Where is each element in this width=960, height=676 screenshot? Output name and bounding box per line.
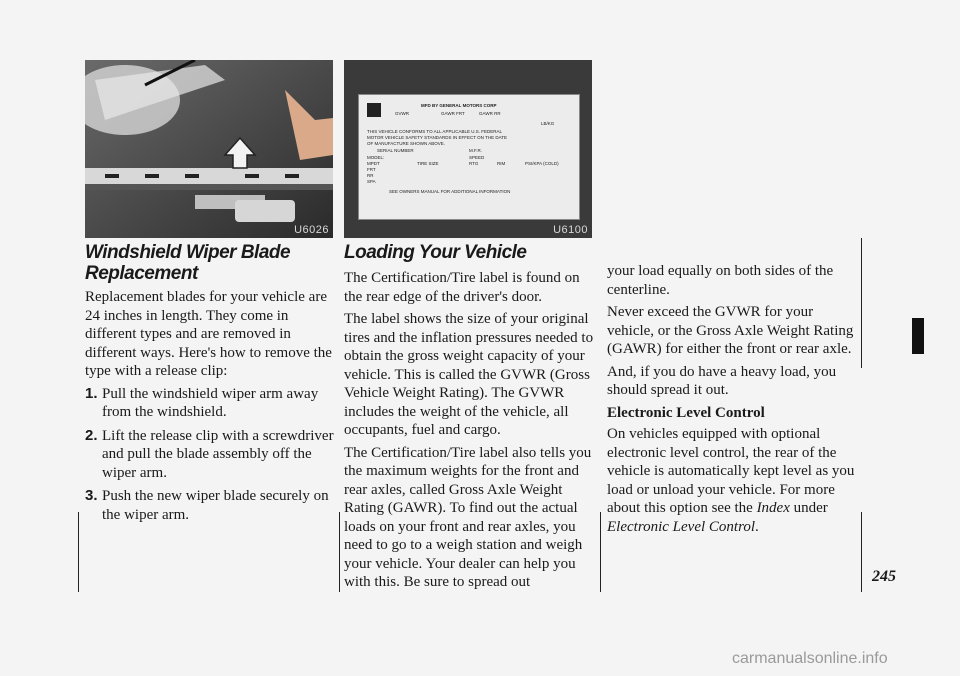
loading-section <box>344 242 594 596</box>
right-p4 <box>607 425 855 536</box>
figure-code: U6026 <box>294 224 329 236</box>
index-ref: Index <box>756 500 790 516</box>
right-p4-end: . <box>755 518 759 535</box>
label-gvwr: GVWR <box>395 111 409 116</box>
label-units: LB/KG <box>541 121 555 126</box>
loading-p3: The Certification/Tire label also tells you the maximum weights for the front and rear axles, called Gross Axle Weight Rating (GAWR). To find out the actual loads on your front and rear axles, you need to go to a weigh station and weigh your vehicle. Your dealer can help you with this. Be sure to spread out <box>344 444 592 590</box>
label-line2: MOTOR VEHICLE SAFETY STANDARDS IN EFFECT ON THE DATE <box>367 135 508 140</box>
right-p1: your load equally on both sides of the centerline. <box>607 263 834 298</box>
chapter-tab <box>912 318 924 354</box>
right-p4-under: under <box>789 500 828 516</box>
wiper-intro: Replacement blades for your vehicle are 24 inches in length. They come in different types and are removed in different ways. Here's how to remove the type with a release clip: <box>85 289 332 379</box>
label-mfr: M.F.R. <box>469 148 482 153</box>
wiper-section <box>85 242 335 529</box>
label-spa: SPA <box>367 179 376 184</box>
step-text: Push the new wiper blade securely on the wiper arm. <box>102 488 329 523</box>
list-item <box>85 427 335 483</box>
label-mfd-line: MFD BY GENERAL MOTORS CORP <box>421 103 497 108</box>
step-number: 2. <box>85 426 98 444</box>
label-line3: OF MANUFACTURE SHOWN ABOVE. <box>367 141 446 146</box>
column-divider <box>861 512 862 592</box>
page-number: 245 <box>872 568 896 585</box>
step-text: Lift the release clip with a screwdriver and pull the blade assembly off the wiper arm. <box>102 427 334 481</box>
certification-tire-label <box>358 94 580 220</box>
section-heading-loading: Loading Your Vehicle <box>344 242 527 263</box>
figure-code: U6100 <box>553 224 588 236</box>
label-rtg: RTG <box>469 161 479 166</box>
column-divider <box>600 512 601 592</box>
loading-continued-section <box>607 262 855 540</box>
label-psikpa: PSI/KPA (COLD) <box>525 161 559 166</box>
loading-p2: The label shows the size of your original tires and the inflation pressures needed to obtain the gross weight capacity of your vehicle. This is called the GVWR (Gross Vehicle Weight Rating). The GVWR includes the weight of the vehicle, all occupants, fuel and cargo. <box>344 311 594 438</box>
wiper-blade-photo <box>85 60 333 238</box>
list-item <box>85 487 335 524</box>
column-divider <box>78 512 79 592</box>
loading-p1: The Certification/Tire label is found on the rear edge of the driver's door. <box>344 270 580 305</box>
list-item <box>85 385 335 422</box>
wiper-steps-list <box>85 385 335 525</box>
label-tire-size: TIRE SIZE <box>417 161 439 166</box>
wiper-illustration <box>85 60 333 238</box>
level-control-ref: Electronic Level Control <box>607 518 756 535</box>
label-line1: THIS VEHICLE CONFORMS TO ALL APPLICABLE U.S. FEDERAL <box>367 129 502 134</box>
step-text: Pull the windshield wiper arm away from the windshield. <box>102 385 319 420</box>
certification-label-photo <box>344 60 592 238</box>
label-gawr-rr: GAWR RR <box>479 111 501 116</box>
right-p2: Never exceed the GVWR for your vehicle, or the Gross Axle Weight Rating (GAWR) for either the front or rear axle. <box>607 304 854 357</box>
gm-logo-icon <box>367 103 381 117</box>
right-p3: And, if you do have a heavy load, you should spread it out. <box>607 363 837 398</box>
label-speed: SPEED <box>469 155 485 160</box>
step-number: 3. <box>85 487 98 504</box>
label-mpdt: MPDT <box>367 161 380 166</box>
column-divider <box>339 512 340 592</box>
label-see-manual: SEE OWNERS MANUAL FOR ADDITIONAL INFORMATION <box>389 189 511 194</box>
label-serial: SERIAL NUMBER <box>377 148 414 153</box>
right-p4-text: On vehicles equipped with optional electronic level control, the rear of the vehicle is automatically kept level as you load or unload your vehicle. For more about this option see the <box>607 426 855 516</box>
step-number: 1. <box>85 384 98 402</box>
label-rr: RR <box>367 173 374 178</box>
label-frt: FRT <box>367 167 376 172</box>
label-rim: RIM <box>497 161 506 166</box>
column-divider <box>861 238 862 368</box>
section-heading-wiper: Windshield Wiper Blade Replacement <box>85 242 291 284</box>
label-model: MODEL: <box>367 155 385 160</box>
label-gawr-frt: GAWR FRT <box>441 111 465 116</box>
electronic-level-control-heading: Electronic Level Control <box>607 404 765 421</box>
watermark: carmanualsonline.info <box>732 650 888 667</box>
